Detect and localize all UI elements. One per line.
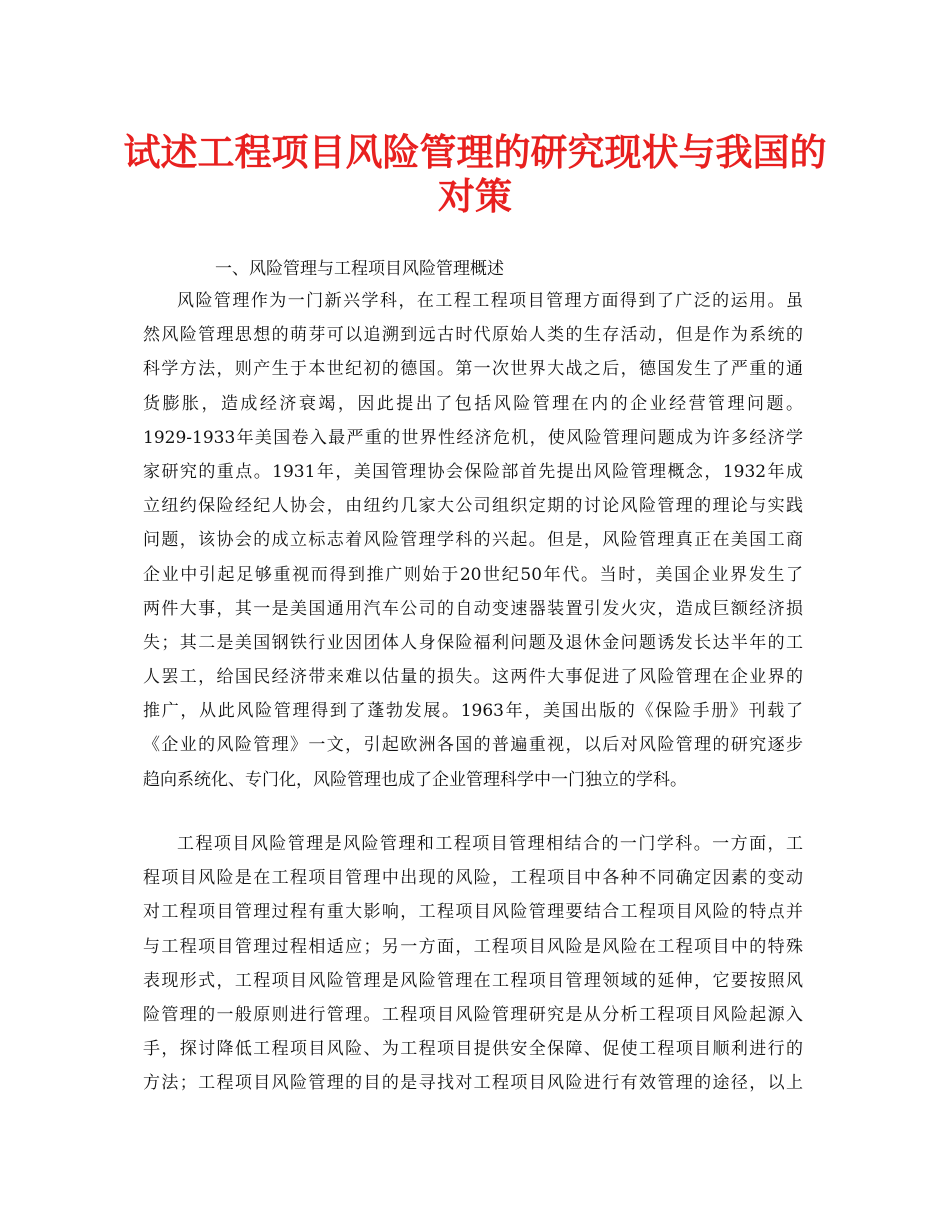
paragraph-1: [143, 284, 803, 797]
document-title-line-1: 试述工程项目风险管理的研究现状与我国的: [123, 130, 827, 174]
paragraph-1-line: 1929-1933年美国卷入最严重的世界性经济危机，使风险管理问题成为许多经济学: [143, 427, 803, 448]
paragraph-1-line: 《企业的风险管理》一文，引起欧洲各国的普遍重视，以后对风险管理的研究逐步: [143, 735, 803, 756]
paragraph-1-line: 失；其二是美国钢铁行业因团体人身保险福利问题及退休金问题诱发长达半年的工: [143, 632, 803, 653]
paragraph-2: [143, 827, 803, 1101]
document-title-line-2: 对策: [438, 174, 512, 218]
paragraph-2-line: 手，探讨降低工程项目风险、为工程项目提供安全保障、促使工程项目顺利进行的: [143, 1039, 803, 1060]
paragraph-2-line: 工程项目风险管理是风险管理和工程项目管理相结合的一门学科。一方面，工: [177, 834, 803, 854]
paragraph-1-line: 然风险管理思想的萌芽可以追溯到远古时代原始人类的生存活动，但是作为系统的: [143, 325, 803, 346]
paragraph-1-line: 推广，从此风险管理得到了蓬勃发展。1963年，美国出版的《保险手册》刊载了: [143, 701, 803, 722]
section-heading: 一、风险管理与工程项目风险管理概述: [215, 259, 504, 279]
paragraph-1-line: 货膨胀，造成经济衰竭，因此提出了包括风险管理在内的企业经营管理问题。: [143, 393, 803, 414]
paragraph-2-line: 对工程项目管理过程有重大影响，工程项目风险管理要结合工程项目风险的特点并: [143, 902, 803, 923]
paragraph-1-line: 科学方法，则产生于本世纪初的德国。第一次世界大战之后，德国发生了严重的通: [143, 359, 803, 380]
paragraph-1-line: 趋向系统化、专门化，风险管理也成了企业管理科学中一门独立的学科。: [143, 769, 687, 790]
paragraph-2-line: 表现形式，工程项目风险管理是风险管理在工程项目管理领域的延伸，它要按照风: [143, 970, 803, 991]
paragraph-1-line: 企业中引起足够重视而得到推广则始于20世纪50年代。当时，美国企业界发生了: [143, 564, 803, 585]
paragraph-2-line: 程项目风险是在工程项目管理中出现的风险，工程项目中各种不同确定因素的变动: [143, 868, 803, 889]
paragraph-1-line: 问题，该协会的成立标志着风险管理学科的兴起。但是，风险管理真正在美国工商: [143, 530, 803, 551]
paragraph-2-line: 险管理的一般原则进行管理。工程项目风险管理研究是从分析工程项目风险起源入: [143, 1004, 803, 1025]
paragraph-1-line: 风险管理作为一门新兴学科，在工程工程项目管理方面得到了广泛的运用。虽: [177, 291, 803, 311]
paragraph-1-line: 家研究的重点。1931年，美国管理协会保险部首先提出风险管理概念，1932年成: [143, 461, 803, 482]
paragraph-1-line: 立纽约保险经纪人协会，由纽约几家大公司组织定期的讨论风险管理的理论与实践: [143, 496, 803, 517]
paragraph-2-line: 与工程项目管理过程相适应；另一方面，工程项目风险是风险在工程项目中的特殊: [143, 936, 803, 957]
paragraph-1-line: 两件大事，其一是美国通用汽车公司的自动变速器装置引发火灾，造成巨额经济损: [143, 598, 803, 619]
paragraph-1-line: 人罢工，给国民经济带来难以估量的损失。这两件大事促进了风险管理在企业界的: [143, 667, 803, 688]
paragraph-2-line: 方法；工程项目风险管理的目的是寻找对工程项目风险进行有效管理的途径，以上: [143, 1073, 803, 1094]
